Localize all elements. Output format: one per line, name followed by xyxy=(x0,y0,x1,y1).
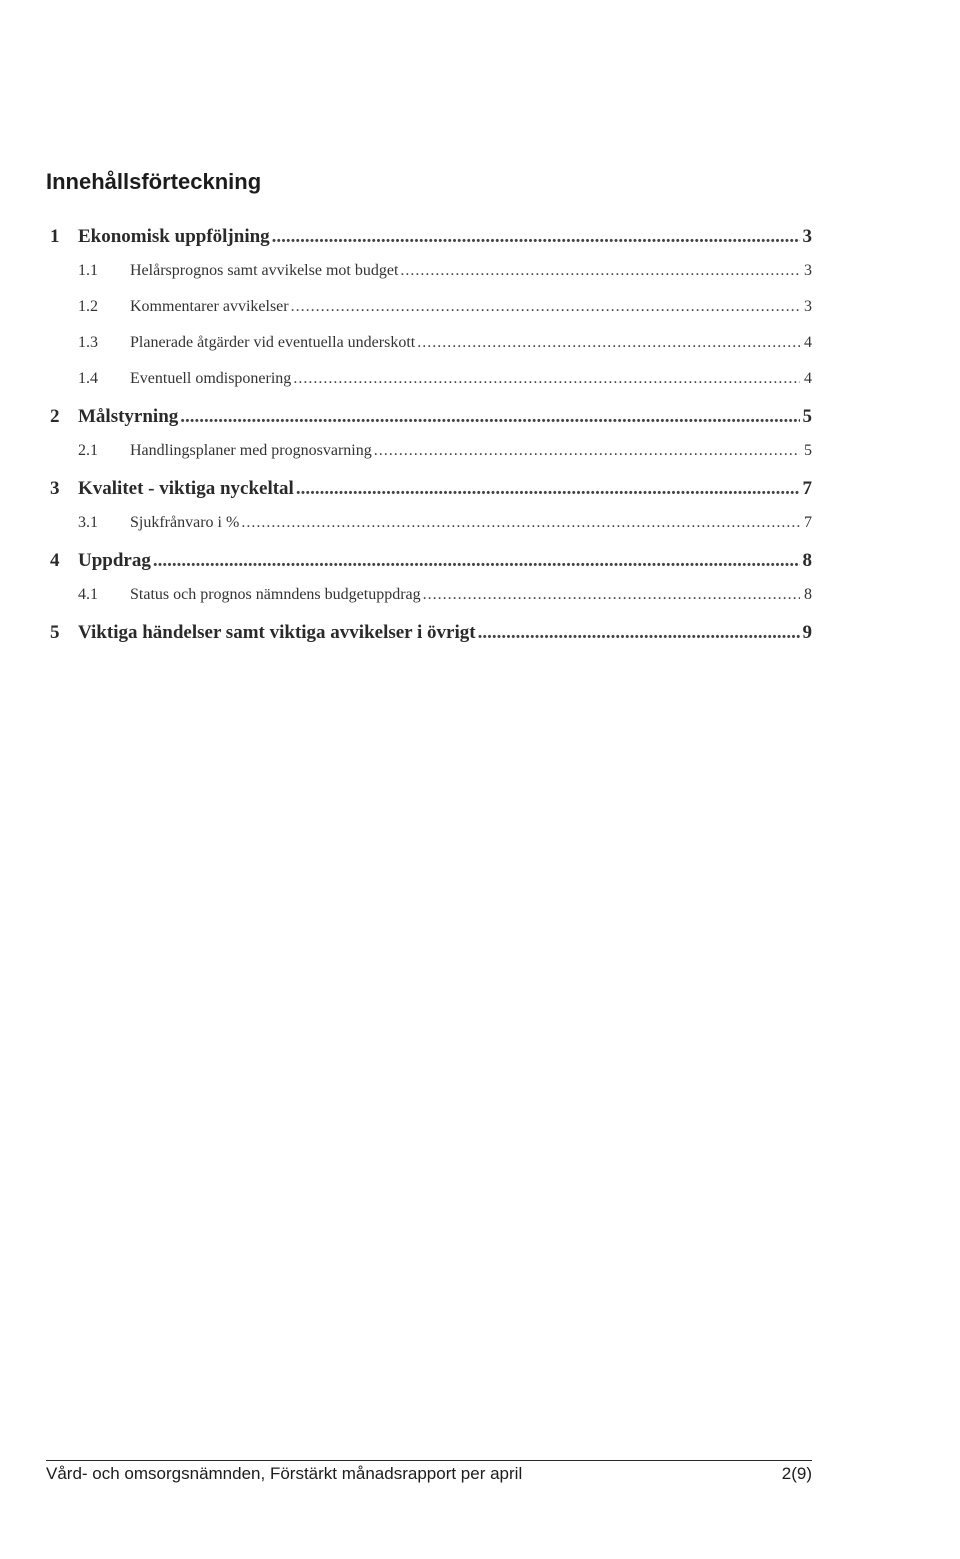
toc-entry-title: Kvalitet - viktiga nyckeltal xyxy=(78,478,294,499)
toc-entry-page: 5 xyxy=(804,442,812,459)
toc-dot-leader xyxy=(153,550,800,572)
toc-entry-number: 2.1 xyxy=(78,442,98,459)
toc-entry-number: 5 xyxy=(50,622,60,643)
toc-entry-number: 3.1 xyxy=(78,514,98,531)
toc-entry-number: 1.1 xyxy=(78,262,98,279)
toc-entry-title: Sjukfrånvaro i % xyxy=(130,514,240,531)
toc-entry-title: Eventuell omdisponering xyxy=(130,370,292,387)
toc-entry-page: 8 xyxy=(804,586,812,603)
toc-entry-page: 5 xyxy=(802,406,812,427)
toc-dot-leader xyxy=(417,334,800,352)
toc-entry-page: 9 xyxy=(802,622,812,643)
toc-dot-leader xyxy=(400,262,800,280)
toc-entry-number: 1.4 xyxy=(78,370,98,387)
toc-entry-title: Handlingsplaner med prognosvarning xyxy=(130,442,372,459)
toc-entry-title: Status och prognos nämndens budgetuppdrag xyxy=(130,586,421,603)
toc-dot-leader xyxy=(296,478,800,500)
toc-entry-number: 3 xyxy=(50,478,60,499)
toc-entry-title: Målstyrning xyxy=(78,406,179,427)
toc-dot-leader xyxy=(478,622,800,644)
toc-dot-leader xyxy=(423,586,800,604)
toc-dot-leader xyxy=(374,442,800,460)
toc-entry-title: Viktiga händelser samt viktiga avvikelser i övrigt xyxy=(78,622,476,643)
toc-entry-number: 4.1 xyxy=(78,586,98,603)
toc-entry-page: 3 xyxy=(802,226,812,247)
toc-entry-page: 8 xyxy=(802,550,812,571)
toc-entry-1-3[interactable] xyxy=(46,334,812,364)
toc-entry-4[interactable] xyxy=(46,550,812,580)
toc-entry-5[interactable] xyxy=(46,622,812,652)
toc-dot-leader xyxy=(180,406,800,428)
footer-divider xyxy=(46,1460,812,1461)
toc-dot-leader xyxy=(293,370,800,388)
toc-entry-title: Ekonomisk uppföljning xyxy=(78,226,270,247)
toc-dot-leader xyxy=(241,514,800,532)
toc-entry-page: 3 xyxy=(804,298,812,315)
toc-entry-1-2[interactable] xyxy=(46,298,812,328)
toc-entry-1-1[interactable] xyxy=(46,262,812,292)
toc-entry-number: 1.3 xyxy=(78,334,98,351)
toc-entry-1[interactable] xyxy=(46,226,812,256)
footer-text: Vård- och omsorgsnämnden, Förstärkt månadsrapport per april xyxy=(46,1464,523,1483)
toc-entry-3[interactable] xyxy=(46,478,812,508)
toc-dot-leader xyxy=(291,298,800,316)
toc-entry-2[interactable] xyxy=(46,406,812,436)
toc-entry-number: 4 xyxy=(50,550,60,571)
toc-entry-title: Helårsprognos samt avvikelse mot budget xyxy=(130,262,399,279)
toc-entry-number: 1.2 xyxy=(78,298,98,315)
toc-entry-title: Planerade åtgärder vid eventuella underskott xyxy=(130,334,416,351)
toc-entry-2-1[interactable] xyxy=(46,442,812,472)
toc-entry-4-1[interactable] xyxy=(46,586,812,616)
toc-entry-page: 4 xyxy=(804,334,812,351)
toc-entry-page: 7 xyxy=(802,478,812,499)
toc-dot-leader xyxy=(272,226,800,248)
toc-entry-page: 4 xyxy=(804,370,812,387)
toc-entry-1-4[interactable] xyxy=(46,370,812,400)
toc-entry-3-1[interactable] xyxy=(46,514,812,544)
toc-heading: Innehållsförteckning xyxy=(46,169,262,194)
toc-entry-title: Uppdrag xyxy=(78,550,151,571)
toc-entry-title: Kommentarer avvikelser xyxy=(130,298,289,315)
footer-page-number: 2(9) xyxy=(781,1464,812,1483)
toc-entry-page: 7 xyxy=(804,514,812,531)
toc-entry-number: 2 xyxy=(50,406,60,427)
toc-entry-number: 1 xyxy=(50,226,60,247)
toc-entry-page: 3 xyxy=(804,262,812,279)
